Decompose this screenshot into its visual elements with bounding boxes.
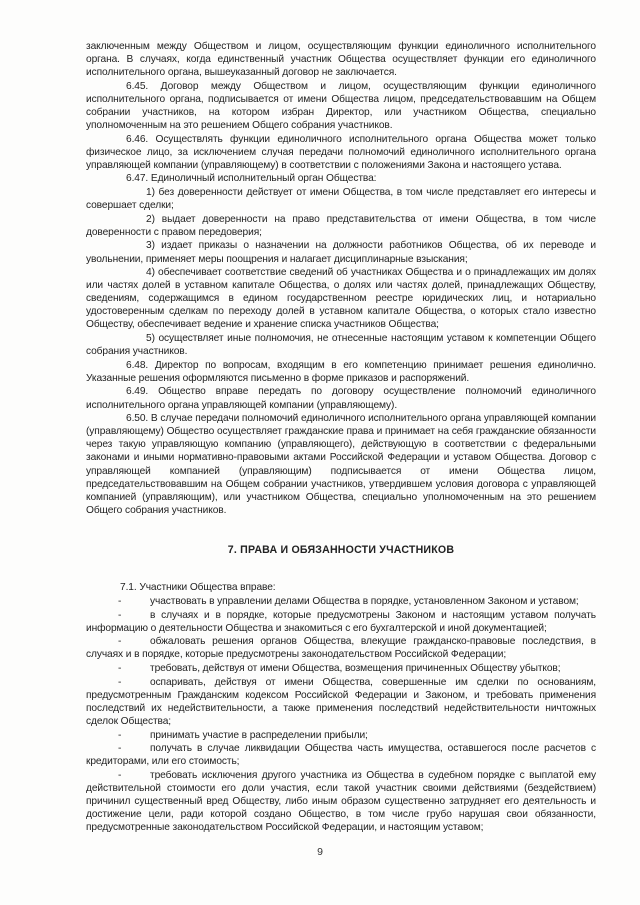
dash-marker: - — [118, 676, 122, 688]
clause-7-1-item-8 — [86, 769, 596, 834]
clause-6-47-item-5: 5) осуществляет иные полномочия, не отнесенные настоящим уставом к компетенции Общего собрания участников. — [86, 333, 596, 358]
clause-6-47-item-4: 4) обеспечивает соответствие сведений об участниках Общества и о принадлежащих им долях или частях долей в уставном капитале Общества, о долях или частях долей, принадлежащих Обществу, сведениям, содержащимся в едином государственном реестре юридических лиц, и нотариально удостоверенным сделкам по переходу долей в уставном капитале Общества, о которых стало известно Обществу, обеспечивает ведение и хранение списка участников Общества; — [86, 267, 596, 331]
clause-6-47-item-1: 1) без доверенности действует от имени Общества, в том числе представляет его интересы и совершает сделки; — [86, 187, 596, 212]
clause-6-46: 6.46. Осуществлять функции единоличного исполнительного органа Общества может только физическое лицо, за исключением случая передачи полномочий единоличного исполнительного органа управляющей компании (управляющему) в соответствии с положениями Закона и настоящего устава. — [86, 133, 596, 171]
dash-marker: - — [118, 663, 122, 675]
item-text: обжаловать решения органов Общества, влекущие гражданско-правовые последствия, в случаях и в порядке, которые предусмотрены законодательством Российской Федерации; — [86, 636, 596, 661]
clause-6-47-item-3: 3) издает приказы о назначении на должности работников Общества, об их переводе и увольнении, применяет меры поощрения и налагает дисциплинарные взыскания; — [86, 240, 596, 265]
section-7-title: 7. ПРАВА И ОБЯЗАННОСТИ УЧАСТНИКОВ — [227, 543, 455, 556]
dash-marker: - — [118, 769, 122, 781]
clause-7-1-item-1 — [86, 595, 596, 608]
clause-7-1-item-5 — [86, 676, 596, 728]
clause-7-1-item-2 — [86, 609, 596, 635]
dash-marker: - — [118, 743, 122, 755]
dash-marker: - — [118, 609, 122, 621]
clause-6-50: 6.50. В случае передачи полномочий единоличного исполнительного органа управляющей компании (управляющему) Общество осуществляет гражданские права и принимает на себя гражданские обязанности через такую управляющую компанию (управляющего), действующую в соответствии с федеральными законами и иными нормативно-правовыми актами Российской Федерации и уставом Общества. Договор с управляющей компанией (управляющим) подписывается от имени Общества лицом, председательствовавшим на Общем собрании участников, утвердившем условия договора с управляющей компанией (управляющим), или участником Общества, специально уполномоченным на это решением Общего собрания участников. — [86, 413, 596, 516]
clause-6-47-item-2: 2) выдает доверенности на право представительства от имени Общества, в том числе доверенности с правом передоверия; — [86, 213, 596, 238]
clause-6-48: 6.48. Директор по вопросам, входящим в его компетенцию принимает решения единолично. Указанные решения оформляются письменно в форме приказов и распоряжений. — [86, 359, 596, 384]
clause-7-1-item-7 — [86, 742, 596, 768]
page-number: 9 — [317, 846, 323, 858]
item-text: получать в случае ликвидации Общества часть имущества, оставшегося после расчетов с кредиторами, или его стоимость; — [86, 743, 596, 768]
clause-7-1: 7.1. Участники Общества вправе: — [120, 581, 276, 593]
clause-6-47: 6.47. Единоличный исполнительный орган Общества: — [126, 173, 377, 185]
item-text: требовать исключения другого участника из Общества в судебном порядке с выплатой ему действительной стоимости его доли участия, если такой участник своими действиями (бездействием) причинил существенный вред Обществу, либо иным образом существенно затрудняет его деятельность и достижение цели, ради которой создано Общество, в том числе грубо нарушая свои обязанности, предусмотренные законодательством Российской Федерации, и настоящим уставом; — [86, 769, 596, 834]
clause-6-45: 6.45. Договор между Обществом и лицом, осуществляющим функции единоличного исполнительного органа, подписывается от имени Общества лицом, председательствовавшим на Общем собрании участников, на котором избран Директор, или участником Общества, специально уполномоченным на это решением Общего собрания участников. — [86, 80, 596, 132]
item-text: оспаривать, действуя от имени Общества, совершенные им сделки по основаниям, предусмотренным Гражданским кодексом Российской Федерации и Законом, и требовать применения последствий их недействительности, а также применения последствий недействительности ничтожных сделок Общества; — [86, 676, 596, 727]
clause-7-1-item-3 — [86, 635, 596, 661]
document-body — [86, 40, 596, 835]
intro-paragraph: заключенным между Обществом и лицом, осуществляющим функции единоличного исполнительного органа. В случаях, когда единственный участник Общества осуществляет функции его единоличного исполнительного органа, вышеуказанный договор не заключается. — [86, 41, 596, 79]
dash-marker: - — [118, 636, 122, 648]
item-text: участвовать в управлении делами Общества в порядке, установленном Законом и уставом; — [150, 596, 579, 608]
item-text: принимать участие в распределении прибыли; — [150, 729, 368, 741]
clause-7-1-item-6 — [86, 729, 596, 742]
dash-marker: - — [118, 596, 122, 608]
item-text: в случаях и в порядке, которые предусмотрены Законом и настоящим уставом получать информацию о деятельности Общества и знакомиться с его бухгалтерской и иной документацией; — [86, 609, 596, 634]
dash-marker: - — [118, 729, 122, 741]
item-text: требовать, действуя от имени Общества, возмещения причиненных Обществу убытков; — [150, 663, 561, 675]
clause-6-49: 6.49. Общество вправе передать по договору осуществление полномочий единоличного исполнительного органа управляющей компании (управляющему). — [86, 386, 596, 411]
clause-7-1-item-4 — [86, 662, 596, 675]
